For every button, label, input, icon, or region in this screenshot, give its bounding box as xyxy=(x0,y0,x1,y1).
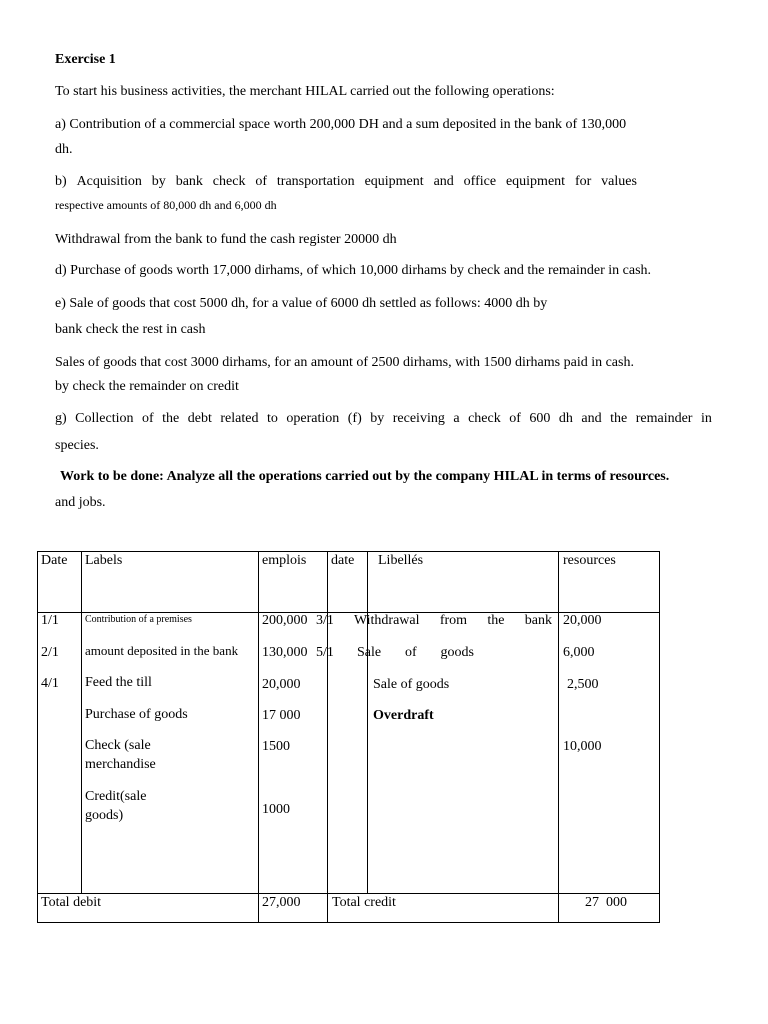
operation-e-line2: bank check the rest in cash xyxy=(55,322,206,337)
operation-g-word: dh xyxy=(558,411,573,426)
operation-b-word: for xyxy=(574,174,592,189)
rrow2-label-word: of xyxy=(404,645,417,660)
rrow2-label-word: goods xyxy=(440,645,474,660)
table-border-right xyxy=(659,551,660,923)
total-debit-value: 27,000 xyxy=(262,895,301,910)
rrow5-amount: 10,000 xyxy=(563,739,602,754)
rrow1-label-word: the xyxy=(487,613,505,628)
operation-g-word: debt xyxy=(187,411,212,426)
header-date: Date xyxy=(41,553,68,568)
rrow4-label: Overdraft xyxy=(373,708,434,723)
row1-date: 1/1 xyxy=(41,613,59,628)
rrow1-date: 3/1 xyxy=(316,613,334,628)
rrow3-label: Sale of goods xyxy=(373,677,450,692)
row4-label: Purchase of goods xyxy=(85,707,188,722)
header-date2: date xyxy=(331,553,355,568)
operation-a-line2: dh. xyxy=(55,142,73,157)
total-credit-label: Total credit xyxy=(332,895,396,910)
operation-g-word: remainder xyxy=(635,411,693,426)
intro-text: To start his business activities, the merchant HILAL carried out the following operations: xyxy=(55,84,555,99)
operation-g-word: the xyxy=(162,411,180,426)
col-rule-labels xyxy=(258,551,259,923)
row3-label: Feed the till xyxy=(85,675,152,690)
row3-date: 4/1 xyxy=(41,676,59,691)
operation-b-word: by xyxy=(151,174,166,189)
operation-g-word: and xyxy=(581,411,602,426)
total-credit-value: 27 000 xyxy=(585,895,627,910)
rrow1-label-word: from xyxy=(439,613,468,628)
rrow2-date: 5/1 xyxy=(316,645,334,660)
operation-b-line2: respective amounts of 80,000 dh and 6,000 dh xyxy=(55,198,277,212)
operation-g-word: in xyxy=(700,411,712,426)
rrow3-amount: 2,500 xyxy=(567,677,599,692)
operation-f-line1: Sales of goods that cost 3000 dirhams, for an amount of 2500 dirhams, with 1500 dirhams paid in cash. xyxy=(55,355,634,370)
operation-g-word: 600 xyxy=(529,411,551,426)
row6-amount: 1000 xyxy=(262,802,290,817)
total-debit-label: Total debit xyxy=(41,895,102,910)
row2-date: 2/1 xyxy=(41,645,59,660)
operation-g-word: to xyxy=(266,411,278,426)
rrow2-label-word: Sale xyxy=(357,645,382,660)
operation-b-word: b) xyxy=(55,174,67,189)
operation-b-word: equipment xyxy=(505,174,566,189)
operation-b-word: of xyxy=(255,174,268,189)
col-rule-libelles xyxy=(558,551,559,923)
col-rule-date xyxy=(81,551,82,893)
operation-b-word: and xyxy=(433,174,454,189)
rrow1-label-word: bank xyxy=(524,613,552,628)
operation-g-word: check xyxy=(468,411,501,426)
row2-label: amount deposited in the bank xyxy=(85,643,239,658)
operation-g-word: of xyxy=(142,411,154,426)
rrow2-amount: 6,000 xyxy=(563,645,595,660)
operation-g-word: Collection xyxy=(75,411,134,426)
table-border-left xyxy=(37,551,38,923)
table-border-bottom xyxy=(37,922,660,923)
exercise-title: Exercise 1 xyxy=(55,52,116,67)
col-rule-date2 xyxy=(367,551,368,893)
header-labels: Labels xyxy=(85,553,123,568)
header-libelles: Libellés xyxy=(378,553,424,568)
operation-g-line1 xyxy=(55,411,712,427)
operation-g-word: of xyxy=(509,411,521,426)
row1-amount: 200,000 xyxy=(262,613,308,628)
operation-g-word: by xyxy=(370,411,385,426)
row2-amount: 130,000 xyxy=(262,645,308,660)
operation-g-word: g) xyxy=(55,411,67,426)
header-resources: resources xyxy=(563,553,616,568)
operation-g-word: the xyxy=(610,411,628,426)
operation-b-line1 xyxy=(55,174,637,190)
operation-b-word: values xyxy=(601,174,637,189)
operation-b-word: equipment xyxy=(364,174,424,189)
operation-d: d) Purchase of goods worth 17,000 dirhams, of which 10,000 dirhams by check and the remainder in cash. xyxy=(55,263,652,278)
operation-g-line2: species. xyxy=(55,438,99,453)
col-rule-emplois xyxy=(327,551,328,923)
row5-amount: 1500 xyxy=(262,739,290,754)
operation-b-word: check xyxy=(212,174,246,189)
operation-f-line2: by check the remainder on credit xyxy=(55,379,239,394)
header-emplois: emplois xyxy=(262,553,307,568)
row6-label: Credit(sale goods) xyxy=(85,789,147,823)
row4-amount: 17 000 xyxy=(262,708,301,723)
rrow1-amount: 20,000 xyxy=(563,613,602,628)
operation-c: Withdrawal from the bank to fund the cash register 20000 dh xyxy=(55,232,397,247)
work-to-be-done-line2: and jobs. xyxy=(55,495,106,510)
operation-b-word: transportation xyxy=(276,174,355,189)
rrow1-label-word: Withdrawal xyxy=(354,613,420,628)
operation-b-word: office xyxy=(463,174,497,189)
row5-label: Check (sale merchandise xyxy=(85,738,156,772)
operation-g-word: related xyxy=(220,411,259,426)
work-to-be-done: Work to be done: Analyze all the operations carried out by the company HILAL in terms of resources. xyxy=(60,469,670,484)
operation-g-word: receiving xyxy=(392,411,445,426)
operation-a-line1: a) Contribution of a commercial space worth 200,000 DH and a sum deposited in the bank of 130,000 xyxy=(55,117,627,132)
analysis-table xyxy=(37,551,660,923)
row3-amount: 20,000 xyxy=(262,677,301,692)
operation-b-word: bank xyxy=(175,174,203,189)
rrow1-label xyxy=(354,611,552,630)
row1-label: Contribution of a premises xyxy=(85,614,192,625)
operation-e-line1: e) Sale of goods that cost 5000 dh, for a value of 6000 dh settled as follows: 4000 dh by xyxy=(55,296,548,311)
operation-g-word: a xyxy=(453,411,460,426)
operation-g-word: (f) xyxy=(347,411,362,426)
operation-b-word: Acquisition xyxy=(76,174,142,189)
rrow2-label xyxy=(357,643,474,662)
operation-g-word: operation xyxy=(286,411,340,426)
